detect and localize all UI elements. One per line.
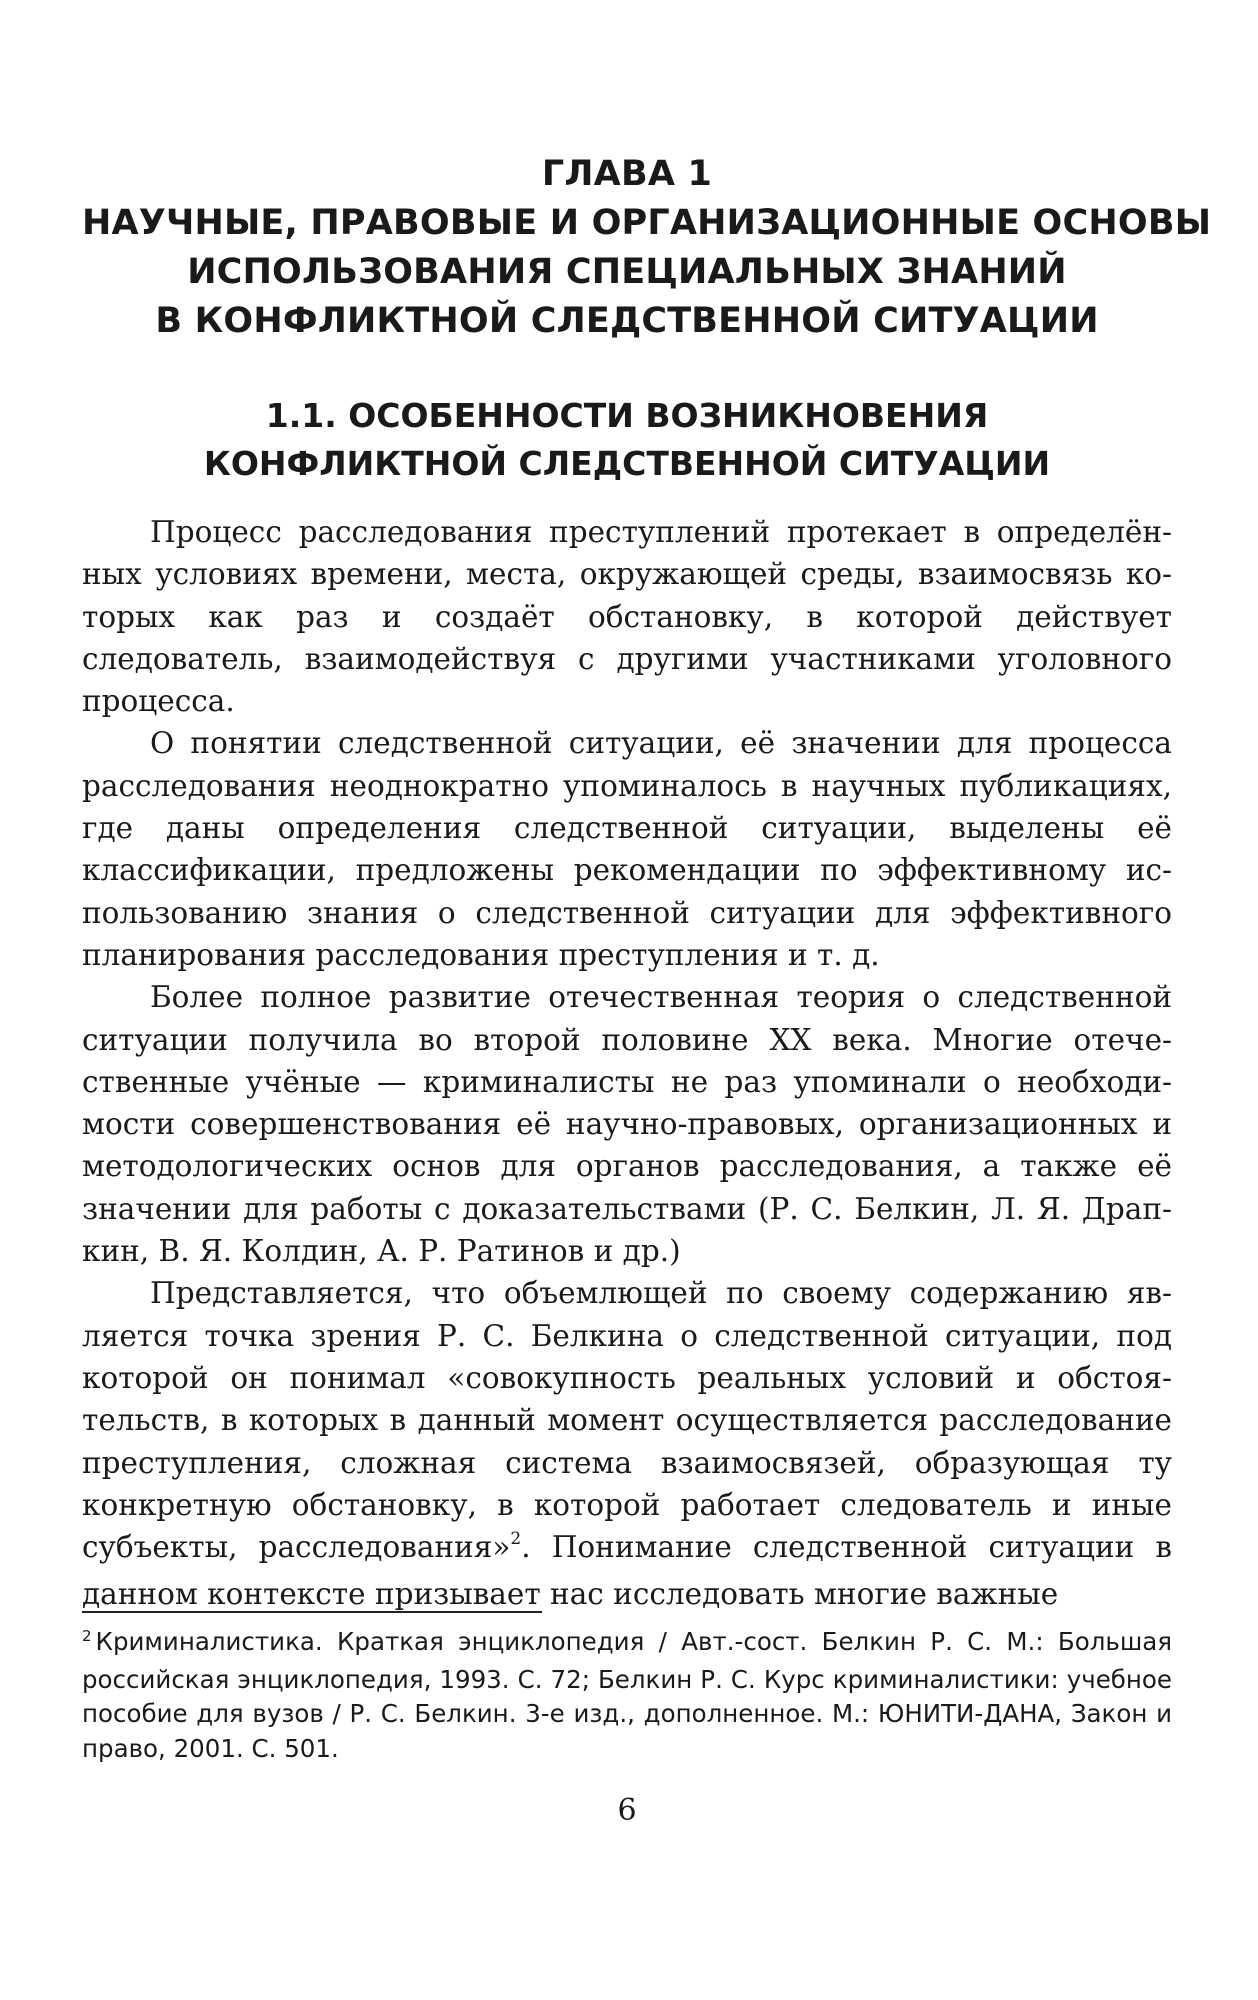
paragraph-4-text: Представляется, что объемлющей по своему содержанию является точка зрения Р. С. Белкина о следственной ситуации, под которой он понимал «совокупность реальных условий и обстоятельств, в которых в данный момент осуществляется расследование преступления, сложная система взаимосвязей, образующая ту конкретную обстановку, в которой работает следователь и иные субъекты, расследования» (82, 1276, 1172, 1565)
paragraph-3: Более полное развитие отечественная теория о следственной ситуации получила во второй половине XX века. Многие отечественные учёные — криминалисты не раз упоминали о необходимости совершенствования её научно-правовых, организационных и методологических основ для органов расследования, а также её значении для работы с доказательствами (Р. С. Белкин, Л. Я. Драпкин, В. Я. Колдин, А. Р. Ратинов и др.) (82, 980, 1172, 1269)
footnote-separator (82, 1611, 542, 1613)
section-title-line-1: 1.1. ОСОБЕННОСТИ ВОЗНИКНОВЕНИЯ (265, 396, 989, 435)
chapter-title-line-1: НАУЧНЫЕ, ПРАВОВЫЕ И ОРГАНИЗАЦИОННЫЕ ОСНОВЫ (82, 203, 1212, 243)
section-heading (82, 392, 1172, 488)
body-text (82, 511, 1172, 1616)
section-title-line-2: КОНФЛИКТНОЙ СЛЕДСТВЕННОЙ СИТУАЦИИ (203, 444, 1051, 483)
paragraph-4 (82, 1272, 1172, 1615)
paragraph-4-continuation: . Понимание следственной ситуации в данном контексте призывает нас исследовать многие важные (82, 1530, 1172, 1612)
footnote-text: Криминалистика. Краткая энциклопедия / Авт.-сост. Белкин Р. С. М.: Большая российская энциклопедия, 1993. С. 72; Белкин Р. С. Курс криминалистики: учебное пособие для вузов / Р. С. Белкин. 3-е изд., дополненное. М.: ЮНИТИ-ДАНА, Закон и право, 2001. С. 501. (82, 1627, 1172, 1763)
footnote-marker: 2 (82, 1627, 92, 1645)
paragraph-2: О понятии следственной ситуации, её значении для процесса расследования неоднократно упоминалось в научных публикациях, где даны определения следственной ситуации, выделены её классификации, предложены рекомендации по эффективному использованию знания о следственной ситуации для эффективного планирования расследования преступления и т. д. (82, 726, 1172, 972)
page-number: 6 (617, 1793, 637, 1828)
chapter-title-line-3: В КОНФЛИКТНОЙ СЛЕДСТВЕННОЙ СИТУАЦИИ (155, 301, 1099, 341)
chapter-heading (82, 150, 1212, 346)
footnote (82, 1625, 1172, 1766)
book-page (82, 0, 1212, 2000)
paragraph-1: Процесс расследования преступлений протекает в определённых условиях времени, места, окружающей среды, взаимосвязь которых как раз и создаёт обстановку, в которой действует следователь, взаимодействуя с другими участниками уголовного процесса. (82, 515, 1172, 719)
chapter-number: ГЛАВА 1 (541, 154, 713, 194)
chapter-title-line-2: ИСПОЛЬЗОВАНИЯ СПЕЦИАЛЬНЫХ ЗНАНИЙ (187, 252, 1067, 292)
footnote-reference[interactable]: 2 (510, 1529, 522, 1550)
